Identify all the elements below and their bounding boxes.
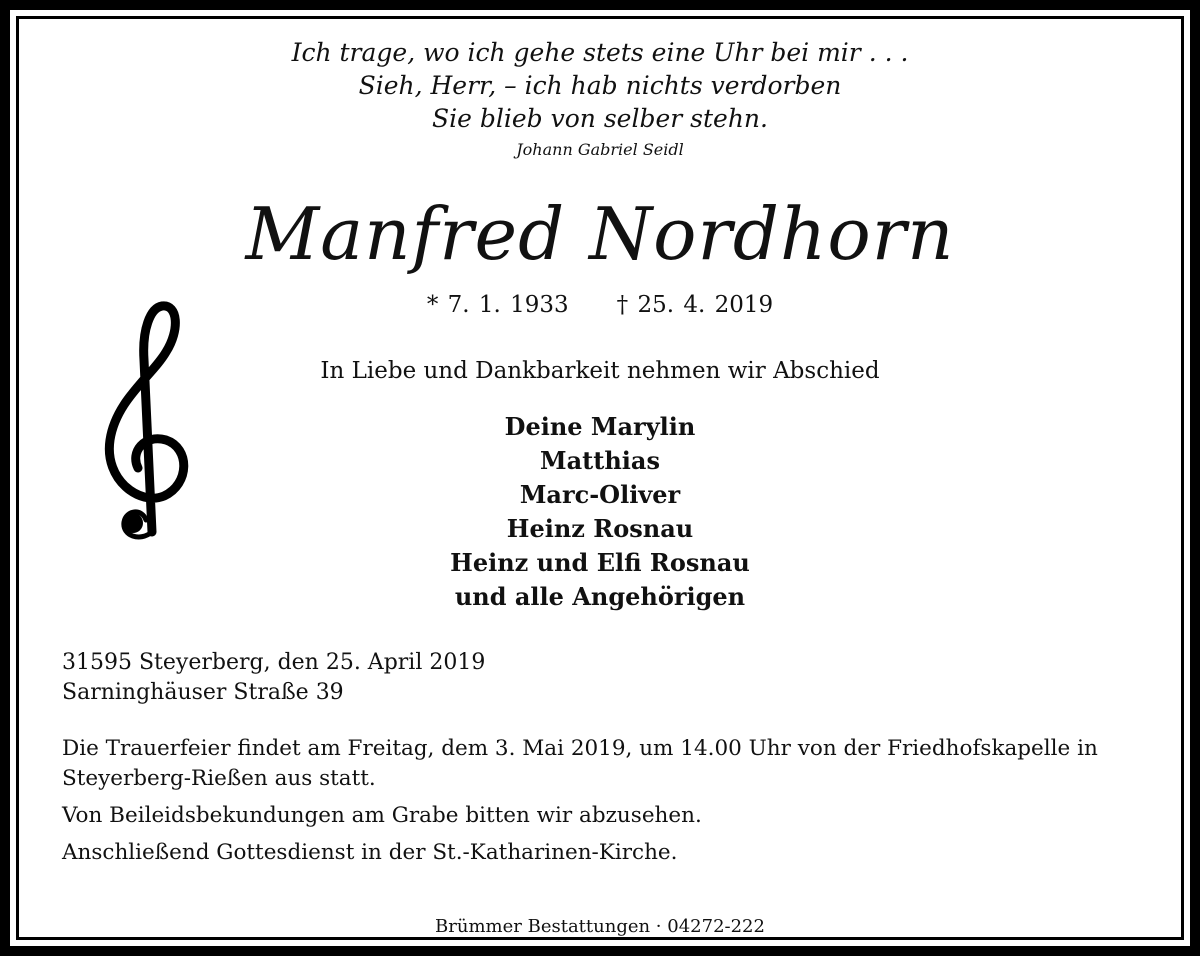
funeral-notice: Die Trauerfeier findet am Freitag, dem 3. Mai 2019, um 14.00 Uhr von der Friedhofskapelle in Steyerberg-Rießen aus statt. xyxy=(62,736,1098,791)
address-line: Sarninghäuser Straße 39 xyxy=(62,680,344,705)
poem-line: Sie blieb von selber stehn. xyxy=(432,104,768,133)
mourner: Heinz und Elfi Rosnau xyxy=(450,548,750,577)
mourners-list xyxy=(0,410,1200,614)
deceased-name: Manfred Nordhorn xyxy=(245,192,955,276)
poem-line: Sieh, Herr, – ich hab nichts verdorben xyxy=(358,71,842,100)
condolences-notice: Von Beileidsbekundungen am Grabe bitten wir abzusehen. xyxy=(62,803,702,828)
birth-date: * 7. 1. 1933 xyxy=(426,292,569,318)
poem-author: Johann Gabriel Seidl xyxy=(516,140,684,159)
poem-quote xyxy=(0,36,1200,135)
mourner: und alle Angehörigen xyxy=(454,582,746,611)
mourner: Heinz Rosnau xyxy=(506,514,694,543)
funeral-info xyxy=(62,734,1152,875)
mourner: Deine Marylin xyxy=(504,412,696,441)
death-date: † 25. 4. 2019 xyxy=(616,292,774,318)
address-line: 31595 Steyerberg, den 25. April 2019 xyxy=(62,650,486,675)
service-notice: Anschließend Gottesdienst in der St.-Katharinen-Kirche. xyxy=(62,840,678,865)
undertaker-contact: Brümmer Bestattungen · 04272-222 xyxy=(421,916,779,937)
mourner-address xyxy=(62,648,485,708)
mourner: Marc-Oliver xyxy=(519,480,681,509)
poem-line: Ich trage, wo ich gehe stets eine Uhr bei mir . . . xyxy=(291,38,909,67)
mourner: Matthias xyxy=(540,446,660,475)
footer xyxy=(0,916,1200,937)
farewell-text: In Liebe und Dankbarkeit nehmen wir Abschied xyxy=(320,358,880,384)
